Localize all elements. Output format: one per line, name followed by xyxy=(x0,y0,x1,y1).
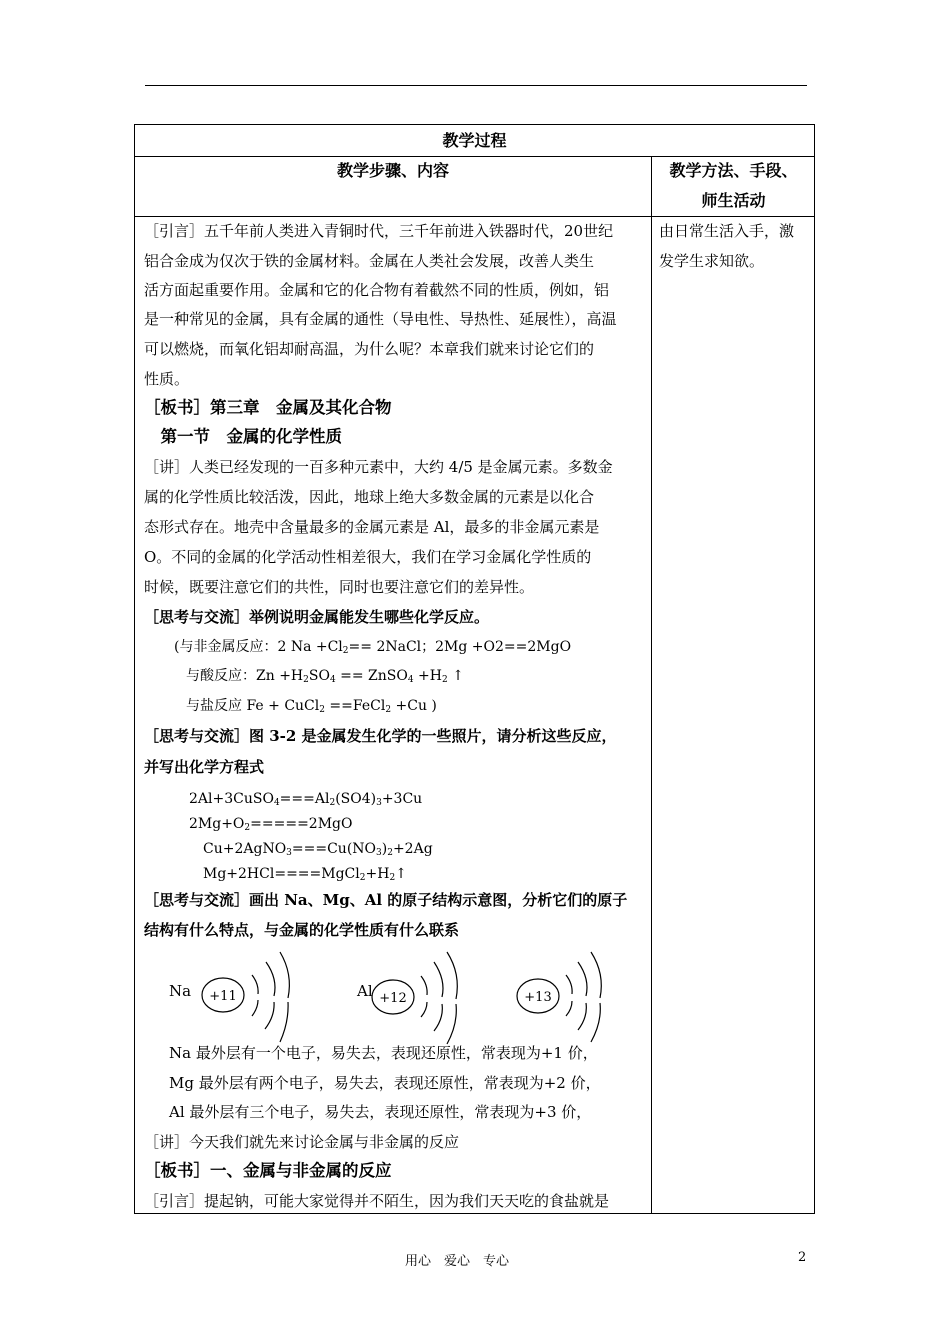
table-title: 教学过程 xyxy=(135,125,814,157)
electron-shell-arc-5 xyxy=(265,1002,274,1029)
electron-shell-arc-3 xyxy=(280,952,289,998)
intro-2-line-1: ［引言］提起钠，可能大家觉得并不陌生，因为我们天天吃的食盐就是 xyxy=(144,1192,610,1210)
footer-motto: 用心 爱心 专心 xyxy=(405,1254,510,1269)
electron-shell-arc-11 xyxy=(434,1004,442,1031)
discussion-2-line-1: ［思考与交流］图 3-2 是金属发生化学的一些照片，请分析这些反应， xyxy=(144,727,617,745)
reaction-nonmetal: (与非金属反应：2 $Na +Cl_2==$ 2NaCl；2Mg +O2==2MgO xyxy=(174,639,572,656)
equation-2: $2Mg+O_2=====2MgO$ xyxy=(189,816,353,833)
discussion-3-line-2: 结构有什么特点，与金属的化学性质有什么联系 xyxy=(144,921,460,939)
summary-na: Na 最外层有一个电子，易失去，表现还原性，常表现为+1 价， xyxy=(169,1044,598,1062)
board-heading-2: ［板书］一、金属与非金属的反应 xyxy=(144,1161,392,1180)
lecture-line-2: 属的化学性质比较活泼，因此，地球上绝大多数金属的元素是以化合 xyxy=(144,488,595,506)
electron-shell-arc-4 xyxy=(252,1000,258,1016)
lecture-line-3: 态形式存在。地壳中含量最多的金属元素是 Al，最多的非金属元素是 xyxy=(144,518,600,536)
method-line-1: 由日常生活入手，激 xyxy=(659,222,795,240)
intro-line-2: 铝合金成为仅次于铁的金属材料。金属在人类社会发展，改善人类生 xyxy=(144,252,595,270)
board-chapter-heading: ［板书］第三章 金属及其化合物 xyxy=(144,398,392,417)
intro-line-6: 性质。 xyxy=(144,370,190,388)
electron-shell-arc-12 xyxy=(447,1004,456,1044)
intro-line-4: 是一种常见的金属，具有金属的通性（导电性、导热性、延展性），高温 xyxy=(144,310,617,328)
equation-4: $Mg+2HCl====MgCl_2+H_2↑$ xyxy=(203,866,407,883)
discussion-2-line-2: 并写出化学方程式 xyxy=(144,758,265,776)
intro-line-1: ［引言］五千年前人类进入青铜时代，三千年前进入铁器时代，20世纪 xyxy=(144,222,614,240)
electron-shell-arc-9 xyxy=(447,952,457,999)
electron-shell-arc-13 xyxy=(566,975,572,994)
lecture-line-1: ［讲］人类已经发现的一百多种元素中，大约 4/5 是金属元素。多数金 xyxy=(144,458,613,476)
atom-label-al: Al xyxy=(357,982,373,1000)
electron-shell-arc-14 xyxy=(578,962,587,996)
electron-shell-arc-7 xyxy=(421,976,427,995)
right-header-line-2: 师生活动 xyxy=(701,191,766,210)
summary-mg: Mg 最外层有两个电子，易失去，表现还原性，常表现为+2 价， xyxy=(169,1074,601,1092)
method-line-2: 发学生求知欲。 xyxy=(659,252,765,270)
nucleus-al: +12 xyxy=(379,991,407,1006)
electron-shell-arc-16 xyxy=(566,1001,572,1016)
left-column-header: 教学步骤、内容 xyxy=(336,161,449,180)
discussion-1: ［思考与交流］举例说明金属能发生哪些化学反应。 xyxy=(144,608,490,626)
page-number: 2 xyxy=(798,1250,807,1265)
table-body xyxy=(134,124,815,1214)
equation-3: $Cu+2AgNO_3===Cu(NO_3)_2+2Ag$ xyxy=(203,841,433,858)
section-heading: 第一节 金属的化学性质 xyxy=(144,427,342,446)
header-rule xyxy=(145,85,807,86)
electron-shell-arc-10 xyxy=(421,1002,427,1017)
reaction-salt: 与盐反应 Fe + CuCl$_2$ ==FeCl$_2$ +Cu ) xyxy=(186,698,437,715)
discussion-3-line-1: ［思考与交流］画出 Na、Mg、Al 的原子结构示意图，分析它们的原子 xyxy=(144,891,628,909)
right-header-line-1: 教学方法、手段、 xyxy=(669,161,798,180)
reaction-acid: 与酸反应：$Zn +H_2SO_4$ == ZnSO$_4$ $+H_2$ ↑ xyxy=(186,668,464,685)
electron-shell-arc-17 xyxy=(578,1003,586,1030)
lecture-line-5: 时候，既要注意它们的共性，同时也要注意它们的差异性。 xyxy=(144,578,535,596)
intro-line-3: 活方面起重要作用。金属和它的化合物有着截然不同的性质，例如，铝 xyxy=(144,281,610,299)
electron-shell-arc-8 xyxy=(434,962,443,997)
electron-shell-arc-1 xyxy=(252,975,258,994)
electron-shell-arc-6 xyxy=(280,1002,288,1042)
nucleus-3: +13 xyxy=(524,990,552,1005)
nucleus-na: +11 xyxy=(209,989,237,1004)
atom-label-na: Na xyxy=(169,982,192,1000)
lecture-2: ［讲］今天我们就先来讨论金属与非金属的反应 xyxy=(144,1133,460,1151)
equation-1: $2Al+3CuSO_4===Al_2(SO4)_3+3Cu$ xyxy=(189,791,423,808)
summary-al: Al 最外层有三个电子，易失去，表现还原性，常表现为+3 价， xyxy=(169,1103,592,1121)
electron-shell-arc-18 xyxy=(591,1003,600,1042)
lecture-line-4: O。不同的金属的化学活动性相差很大，我们在学习金属化学性质的 xyxy=(144,548,592,566)
intro-line-5: 可以燃烧，而氧化铝却耐高温，为什么呢？本章我们就来讨论它们的 xyxy=(144,340,595,358)
electron-shell-arc-15 xyxy=(591,952,601,998)
atomic-structure-diagrams xyxy=(134,124,815,1214)
electron-shell-arc-2 xyxy=(266,962,275,996)
